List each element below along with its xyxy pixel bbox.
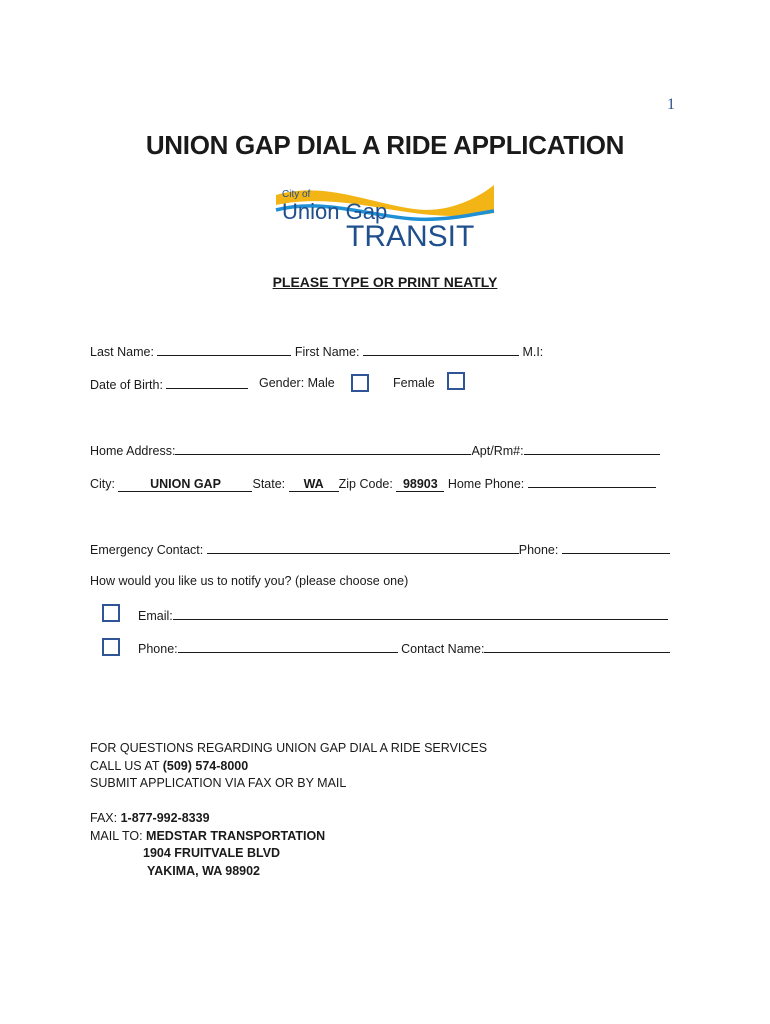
dob-row — [90, 376, 248, 392]
logo-transit: TRANSIT — [346, 220, 475, 249]
home-phone-field[interactable] — [528, 475, 656, 488]
dob-label: Date of Birth: — [90, 378, 163, 392]
dob-field[interactable] — [166, 376, 248, 389]
notify-question: How would you like us to notify you? (please choose one) — [90, 574, 409, 588]
mail-street: 1904 FRUITVALE BLVD — [143, 846, 281, 860]
first-name-label: First Name: — [294, 345, 360, 359]
email-row — [138, 607, 668, 623]
zip-label: Zip Code: — [338, 477, 393, 491]
phone-row — [138, 640, 670, 656]
email-label: Email: — [138, 609, 173, 623]
logo-city-of: City of — [282, 189, 311, 200]
contact-name-label: Contact Name: — [401, 642, 485, 656]
female-label: Female — [393, 376, 435, 390]
mail-city: YAKIMA, WA 98902 — [147, 863, 261, 878]
state-value[interactable]: WA — [289, 477, 339, 492]
apt-field[interactable] — [524, 442, 660, 455]
mail-prefix: MAIL TO: — [90, 828, 147, 843]
gender-male-label: Gender: Male — [259, 376, 335, 390]
home-address-label: Home Address: — [90, 444, 176, 458]
state-label: State: — [252, 477, 286, 491]
email-checkbox[interactable] — [102, 604, 120, 622]
home-phone-label: Home Phone: — [447, 477, 525, 491]
contact-name-field[interactable] — [484, 640, 670, 653]
emergency-contact-field[interactable] — [207, 541, 519, 554]
name-row — [90, 343, 543, 359]
notify-phone-label: Phone: — [138, 642, 178, 656]
emergency-row — [90, 541, 670, 557]
page-title: UNION GAP DIAL A RIDE APPLICATION — [145, 130, 625, 160]
last-name-field[interactable] — [157, 343, 291, 356]
instructions-heading: PLEASE TYPE OR PRINT NEATLY — [272, 274, 498, 290]
emergency-phone-field[interactable] — [562, 541, 670, 554]
zip-value[interactable]: 98903 — [396, 477, 444, 492]
mail-line — [90, 828, 325, 846]
fax-number: 1-877-992-8339 — [120, 811, 210, 825]
logo-graphic — [274, 183, 496, 249]
submit-line: SUBMIT APPLICATION VIA FAX OR BY MAIL — [90, 776, 347, 790]
mi-label: M.I: — [522, 345, 544, 359]
mailing-info — [90, 810, 325, 880]
page-number: 1 — [667, 96, 675, 113]
call-line — [90, 758, 487, 776]
call-number: (509) 574-8000 — [162, 758, 249, 773]
male-checkbox[interactable] — [351, 374, 369, 392]
questions-line: FOR QUESTIONS REGARDING UNION GAP DIAL A RIDE SERVICES — [90, 741, 488, 755]
apt-label: Apt/Rm#: — [471, 444, 524, 458]
city-value[interactable]: UNION GAP — [118, 477, 252, 492]
city-label: City: — [90, 477, 115, 491]
fax-prefix: FAX: — [90, 811, 121, 825]
city-row — [90, 475, 656, 492]
mail-city-line — [90, 863, 325, 881]
address-row — [90, 442, 660, 458]
contact-info — [90, 740, 487, 793]
mail-name: MEDSTAR TRANSPORTATION — [146, 828, 326, 843]
last-name-label: Last Name: — [90, 345, 154, 359]
female-checkbox[interactable] — [447, 372, 465, 390]
notify-phone-field[interactable] — [178, 640, 398, 653]
mail-street-line — [90, 845, 325, 863]
email-field[interactable] — [173, 607, 668, 620]
fax-line — [90, 810, 325, 828]
emergency-phone-label: Phone: — [518, 543, 559, 557]
logo-union-gap: Union Gap — [282, 199, 388, 224]
home-address-field[interactable] — [175, 442, 471, 455]
emergency-contact-label: Emergency Contact: — [90, 543, 204, 557]
first-name-field[interactable] — [363, 343, 519, 356]
call-prefix: CALL US AT — [90, 758, 163, 773]
phone-checkbox[interactable] — [102, 638, 120, 656]
union-gap-transit-logo — [274, 183, 496, 249]
